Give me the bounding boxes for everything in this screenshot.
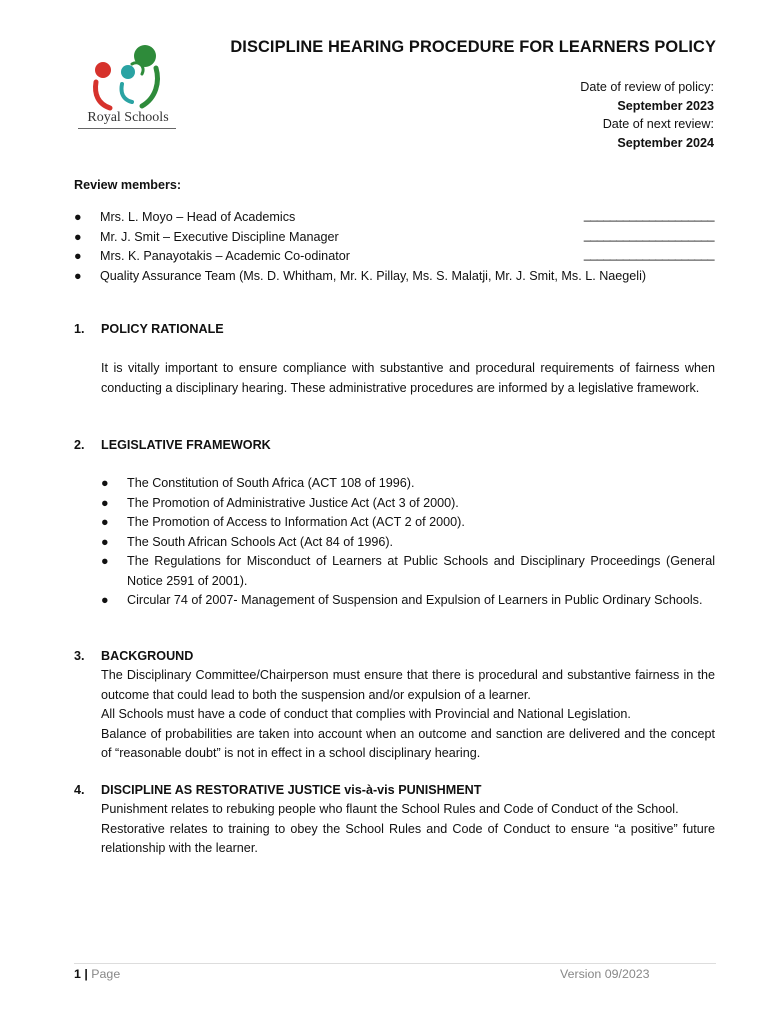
version-label: Version 09/2023: [560, 967, 650, 981]
member-name: Mrs. L. Moyo – Head of Academics: [100, 210, 296, 224]
legislation-item: The Constitution of South Africa (ACT 108 of 1996).: [127, 476, 415, 490]
page-separator: |: [84, 967, 88, 981]
section-heading-legislative-framework: [74, 438, 271, 452]
signature-line: ____________________: [583, 208, 714, 222]
list-item: [101, 474, 715, 494]
logo-brand-text: Royal Schools: [87, 110, 169, 125]
logo-underline: [78, 128, 176, 129]
section-heading-restorative-justice: [74, 783, 481, 797]
paragraph: Balance of probabilities are taken into account when an outcome and sanction are delivered and the concept of “reasonable doubt” is not in effect in a school disciplinary hearing.: [101, 726, 715, 760]
section-title: BACKGROUND: [101, 649, 194, 663]
next-review-date: September 2024: [617, 135, 714, 150]
list-item: [101, 494, 715, 514]
section-body-policy-rationale: [101, 359, 715, 398]
list-item: [101, 533, 715, 553]
signature-line: ____________________: [583, 227, 714, 242]
list-item: [101, 552, 715, 591]
bullet-icon: ●: [101, 476, 109, 490]
page-label: Page: [91, 967, 121, 981]
section-title: DISCIPLINE AS RESTORATIVE JUSTICE vis-à-vis PUNISHMENT: [101, 783, 482, 797]
bullet-icon: ●: [74, 249, 82, 263]
bullet-icon: ●: [74, 210, 82, 224]
list-item: [101, 513, 715, 533]
review-dates: [580, 78, 714, 152]
bullet-icon: ●: [101, 515, 109, 529]
paragraph: It is vitally important to ensure compliance with substantive and procedural requirements of fairness when conducting a disciplinary hearing. These administrative procedures are informed by a legislative framework.: [101, 361, 715, 395]
list-item: [74, 247, 716, 267]
section-title: LEGISLATIVE FRAMEWORK: [101, 438, 271, 452]
bullet-icon: ●: [101, 495, 109, 510]
legislation-item: The Promotion of Administrative Justice Act (Act 3 of 2000).: [127, 495, 459, 510]
section-heading-background: [74, 649, 193, 663]
legislation-item: The South African Schools Act (Act 84 of 1996).: [127, 534, 394, 549]
signature-line: ____________________: [583, 247, 714, 261]
list-item: [74, 267, 716, 287]
bullet-icon: ●: [74, 229, 82, 244]
next-review-label: Date of next review:: [602, 117, 714, 131]
review-label: Date of review of policy:: [580, 80, 714, 94]
section-number: 2.: [74, 438, 85, 452]
page-footer: [74, 967, 120, 981]
bullet-icon: ●: [101, 554, 109, 568]
section-heading-policy-rationale: [74, 322, 224, 336]
bullet-icon: ●: [101, 534, 109, 549]
bullet-icon: ●: [101, 593, 109, 607]
page-number: 1: [74, 967, 81, 981]
legislation-item: The Promotion of Access to Information Act (ACT 2 of 2000).: [127, 515, 465, 529]
section-number: 1.: [74, 322, 85, 336]
section-number: 4.: [74, 783, 85, 797]
member-name: Mrs. K. Panayotakis – Academic Co-odinator: [100, 249, 350, 263]
bullet-icon: ●: [74, 268, 82, 283]
section-number: 3.: [74, 649, 85, 663]
footer-divider: [74, 963, 716, 964]
section-body-restorative-justice: [101, 800, 715, 859]
list-item: [101, 591, 715, 611]
paragraph: Restorative relates to training to obey the School Rules and Code of Conduct to ensure “a positive” future relationship with the learner.: [101, 821, 715, 855]
review-members-list: [74, 208, 716, 286]
review-members-label: Review members:: [74, 178, 182, 192]
review-date: September 2023: [617, 98, 714, 113]
section-title: POLICY RATIONALE: [101, 322, 224, 336]
member-name: Quality Assurance Team (Ms. D. Whitham, Mr. K. Pillay, Ms. S. Malatji, Mr. J. Smit, Ms. L. Naegeli): [100, 268, 647, 283]
document-title: DISCIPLINE HEARING PROCEDURE FOR LEARNERS POLICY: [230, 38, 716, 56]
member-name: Mr. J. Smit – Executive Discipline Manager: [100, 229, 339, 244]
section-body-background: [101, 666, 715, 764]
paragraph: All Schools must have a code of conduct that complies with Provincial and National Legislation.: [101, 707, 631, 721]
paragraph: The Disciplinary Committee/Chairperson must ensure that there is procedural and substantive fairness in the outcome that could lead to both the suspension and/or expulsion of a learner.: [101, 668, 715, 702]
legislation-item: The Regulations for Misconduct of Learners at Public Schools and Disciplinary Proceedings (General Notice 2591 of 2001).: [127, 554, 715, 588]
legislation-list: [101, 474, 715, 611]
legislation-item: Circular 74 of 2007- Management of Suspension and Expulsion of Learners in Public Ordinary Schools.: [127, 593, 703, 607]
paragraph: Punishment relates to rebuking people who flaunt the School Rules and Code of Conduct of the School.: [101, 802, 679, 816]
